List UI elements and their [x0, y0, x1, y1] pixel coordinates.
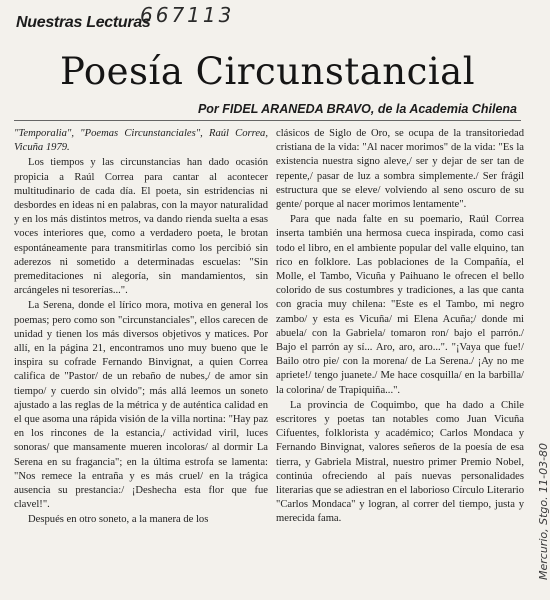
- archive-number: 667113: [140, 3, 235, 27]
- article-title: Poesía Circunstancial: [59, 50, 476, 93]
- paragraph: Los tiempos y las circunstancias han dado ocasión propicia a Raúl Correa para cantar al acontecer multitudinario de cada día. El poeta, sin estridencias ni desbordes en ideas ni en palabras, con la mayor naturalidad y en los más distintos metros, va dando rienda suelta a esas voces interiores que, como a verdadero poeta, le brotan espontáneamente para transmitirlas como los percibió sin aderezos ni sometido a determinadas escuelas: "Sin premeditaciones ni alegoría, sin mandamientos, sin arcángeles ni tesorerías...".: [14, 157, 268, 297]
- paragraph: La provincia de Coquimbo, que ha dado a Chile escritores y poetas tan notables como Juan Vicuña Cifuentes, folklorista y académico; Carlos Mondaca y Fernando Binvignat, valores señeros de la poesía de esa tierra, y Gabriela Mistral, nuestro primer Premio Nobel, continúa ofreciendo al país nuevas personalidades literarias que se adiestran en el laborioso Círculo Literario "Carlos Mondaca" y logran, al correr del tiempo, justa y merecida fama.: [276, 399, 524, 525]
- handwritten-source-note: Mercurio, Stgo. 11-03-80: [537, 442, 550, 580]
- paragraph: Después en otro soneto, a la manera de los: [28, 514, 209, 526]
- paragraph: La Serena, donde el lírico mora, motiva en general los poemas; pero como son "circunstanciales", ellos carecen de unidad y tienen los más diversos objetivos y matices. Por allí, en la página 21, encontramos uno muy bueno que le inspira su cofrade Fernando Binvignat, a quien Correa califica de "Pastor/ de un rebaño de nubes,/ de amor sin tiempo/ y cuerdo sin olvido"; más allá leemos un soneto ajustado a las reglas de la métrica y de auténtica calidad en el que asoma una rápida visión de la villa nortina: "Hay paz en los rincones de la estancia,/ actividad viril, luces sonoras/ que mansamente mueren incoloras/ al dormir La Serena en su fragancia"; en la última estrofa se lamenta: "Nos remece la entraña y es más cruel/ en la trágica ausencia su prestancia:/ ¡Deshecha esta flor que fue clavel!".: [14, 300, 268, 511]
- right-column: [276, 127, 524, 527]
- paragraph: clásicos de Siglo de Oro, se ocupa de la transitoriedad cristiana de la vida: "Al nacer morimos" de la vida: "Es la existencia nuestra signo aleve,/ ser y dejar de ser tan de repente,/ pasar de luz a sombra simplemente./ Ser frágil estructura que se eleve/ volviendo al seno oscuro de su gente/ porque al nacer morimos lentamente".: [276, 128, 524, 211]
- paragraph: Para que nada falte en su poemario, Raúl Correa inserta también una hermosa cueca inspirada, como casi todo el libro, en el ambiente popular del valle elquino, tan rico en folklore. Las poblaciones de la Compañía, el Molle, el Tambo, Vicuña y Paihuano le ofrecen el bello colorido de sus costumbres y tradiciones, a las que canta con gracia muy chilena: "Este es el Tambo, mi negro zambo/ y esta es Vicuña/ mi Elena Acuña;/ donde mi abuela/ con la Gabriela/ tomaron ron/ bajo el parrón./ Bajo el parrón ay sí... Aro, aro, aro...". "¡Vaya que fue!/ Bailo otro pie/ con la morena/ de La Serena./ ¡Ay no me apriete!/ tengo juanete./ Me hace cosquilla/ en la barbilla/ la colorina/ de Trapiquiña...".: [276, 214, 524, 396]
- book-citation: "Temporalia", "Poemas Circunstanciales", Raúl Correa, Vicuña 1979.: [14, 128, 268, 154]
- header-divider: [14, 120, 521, 121]
- section-label: Nuestras Lecturas: [16, 14, 151, 31]
- article-byline: Por FIDEL ARANEDA BRAVO, de la Academia Chilena: [197, 102, 517, 116]
- left-column: [14, 127, 268, 528]
